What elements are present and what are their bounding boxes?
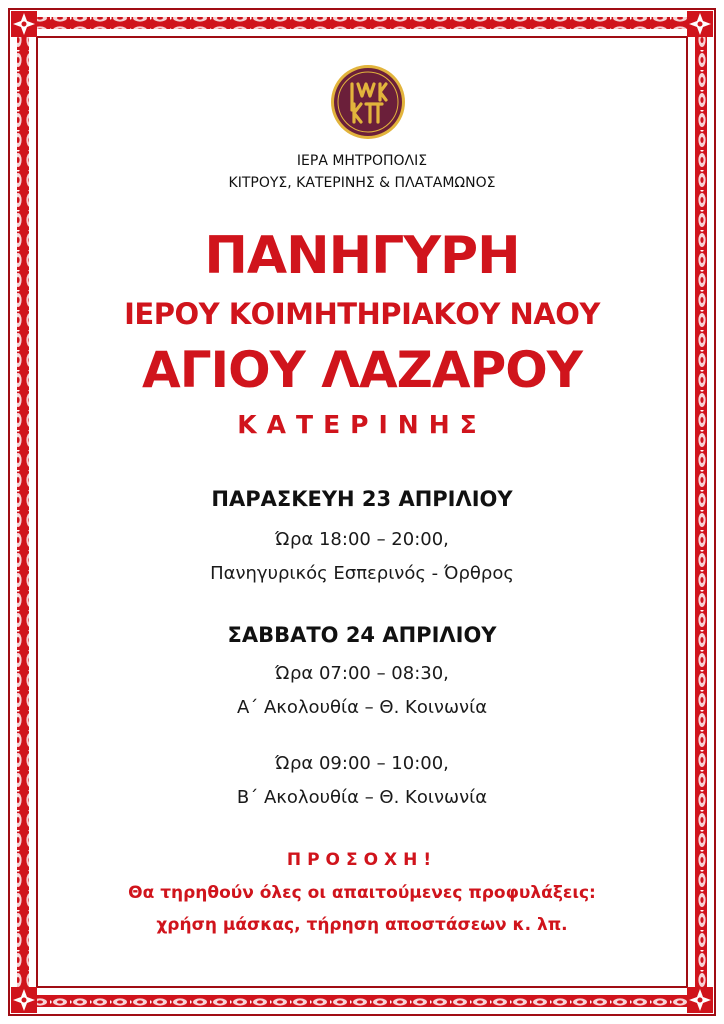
day2-service-a-time: Ώρα 07:00 – 08:30, [275,663,449,684]
day2-service-b-time: Ώρα 09:00 – 10:00, [275,753,449,774]
notice-line-2: χρήση μάσκας, τήρηση αποστάσεων κ. λπ. [156,915,568,935]
day1-title: ΠΑΡΑΣΚΕΥΗ 23 ΑΠΡΙΛΙΟΥ [211,487,513,511]
corner-ornament-top-left [11,11,37,37]
day1-service: Πανηγυρικός Εσπερινός - Όρθρος [210,563,514,584]
day1-time: Ώρα 18:00 – 20:00, [275,529,449,550]
notice-title: ΠΡΟΣΟΧΗ! [286,850,438,870]
metropolis-region: ΚΙΤΡΟΥΣ, ΚΑΤΕΡΙΝΗΣ & ΠΛΑΤΑΜΩΝΟΣ [228,175,496,191]
notice-line-1: Θα τηρηθούν όλες οι απαιτούμενες προφυλάξεις: [128,883,596,903]
event-title: ΠΑΝΗΓΥΡΗ [204,226,520,286]
metropolis-logo [330,64,406,140]
corner-ornament-bottom-right [687,987,713,1013]
corner-ornament-bottom-left [11,987,37,1013]
day2-title: ΣΑΒΒΑΤΟ 24 ΑΠΡΙΛΙΟΥ [227,623,497,647]
day2-service-a: Α΄ Ακολουθία – Θ. Κοινωνία [236,697,488,718]
church-city: ΚΑΤΕΡΙΝΗΣ [237,410,487,439]
church-saint: ΑΓΙΟΥ ΛΑΖΑΡΟΥ [142,341,582,399]
church-type: ΙΕΡΟΥ ΚΟΙΜΗΤΗΡΙΑΚΟΥ ΝΑΟΥ [124,297,600,331]
day2-service-b: Β΄ Ακολουθία – Θ. Κοινωνία [236,787,488,808]
corner-ornament-top-right [687,11,713,37]
metropolis-name: ΙΕΡΑ ΜΗΤΡΟΠΟΛΙΣ [296,153,428,169]
